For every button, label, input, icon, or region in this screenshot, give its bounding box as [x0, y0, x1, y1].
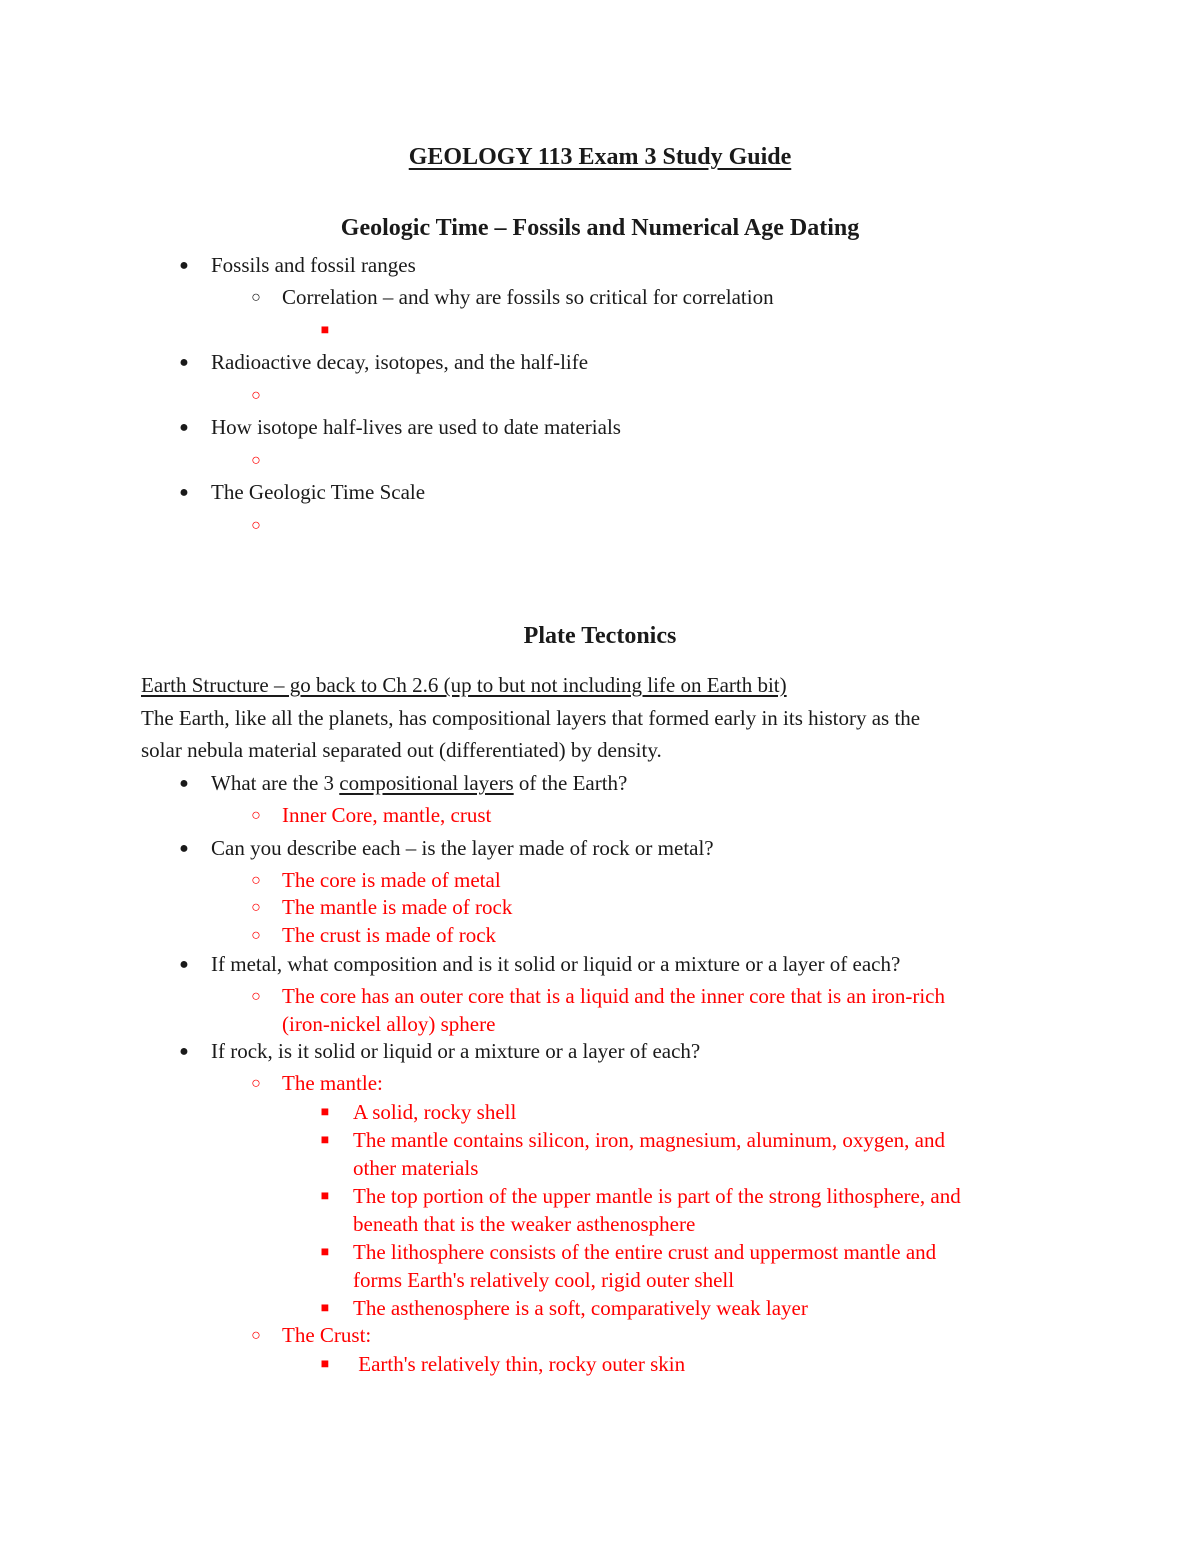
bullet-square-icon: ■ [320, 323, 330, 338]
list-item: Fossils and fossil ranges [211, 253, 416, 277]
bullet-ring-icon: ○ [251, 1075, 261, 1092]
answer-text: The core is made of metal [282, 868, 501, 892]
intro-text: solar nebula material separated out (differentiated) by density. [141, 738, 662, 762]
bullet-square-icon: ■ [320, 1133, 330, 1148]
bullet-dot-icon: ● [179, 257, 189, 274]
answer-text: The mantle contains silicon, iron, magnesium, aluminum, oxygen, and [353, 1128, 945, 1152]
bullet-square-icon: ■ [320, 1105, 330, 1120]
list-item: Can you describe each – is the layer made of rock or metal? [211, 836, 714, 860]
bullet-ring-icon: ○ [251, 517, 261, 534]
compositional-layers-term: compositional layers [339, 771, 514, 795]
bullet-dot-icon: ● [179, 419, 189, 436]
section-heading-plate-tectonics: Plate Tectonics [523, 623, 677, 649]
bullet-square-icon: ■ [320, 1301, 330, 1316]
bullet-dot-icon: ● [179, 354, 189, 371]
answer-text: The lithosphere consists of the entire crust and uppermost mantle and [353, 1240, 937, 1264]
bullet-dot-icon: ● [179, 484, 189, 501]
bullet-ring-icon: ○ [251, 1327, 261, 1344]
list-item: If rock, is it solid or liquid or a mixture or a layer of each? [211, 1039, 701, 1063]
section-heading-geologic-time: Geologic Time – Fossils and Numerical Age Dating [340, 215, 860, 241]
answer-text: Earth's relatively thin, rocky outer skin [353, 1352, 686, 1376]
answer-text: A solid, rocky shell [353, 1100, 517, 1124]
bullet-dot-icon: ● [179, 775, 189, 792]
list-item: The Geologic Time Scale [211, 480, 426, 504]
list-item: Radioactive decay, isotopes, and the half-life [211, 350, 589, 374]
bullet-dot-icon: ● [179, 956, 189, 973]
document-title: GEOLOGY 113 Exam 3 Study Guide [408, 144, 792, 170]
answer-text: The top portion of the upper mantle is part of the strong lithosphere, and [353, 1184, 961, 1208]
bullet-dot-icon: ● [179, 840, 189, 857]
question-compositional-layers: What are the 3 compositional layers of the Earth? [211, 771, 628, 795]
answer-text: forms Earth's relatively cool, rigid outer shell [353, 1268, 735, 1292]
bullet-square-icon: ■ [320, 1189, 330, 1204]
bullet-ring-icon: ○ [251, 452, 261, 469]
answer-text: (iron-nickel alloy) sphere [282, 1012, 496, 1036]
answer-text: Inner Core, mantle, crust [282, 803, 492, 827]
answer-text: The crust is made of rock [282, 923, 497, 947]
bullet-ring-icon: ○ [251, 872, 261, 889]
intro-text: The Earth, like all the planets, has compositional layers that formed early in its history as the [141, 706, 921, 730]
answer-text: The core has an outer core that is a liquid and the inner core that is an iron-rich [282, 984, 945, 1008]
answer-text: The Crust: [282, 1323, 372, 1347]
bullet-square-icon: ■ [320, 1245, 330, 1260]
bullet-ring-icon: ○ [251, 927, 261, 944]
answer-text: The mantle: [282, 1071, 383, 1095]
list-item: Correlation – and why are fossils so critical for correlation [282, 285, 774, 309]
list-item: If metal, what composition and is it solid or liquid or a mixture or a layer of each? [211, 952, 901, 976]
subheading-earth-structure: Earth Structure – go back to Ch 2.6 (up to but not including life on Earth bit) [141, 673, 787, 697]
bullet-ring-icon: ○ [251, 289, 261, 306]
bullet-ring-icon: ○ [251, 988, 261, 1005]
answer-text: The mantle is made of rock [282, 895, 513, 919]
bullet-square-icon: ■ [320, 1357, 330, 1372]
answer-text: The asthenosphere is a soft, comparatively weak layer [353, 1296, 808, 1320]
bullet-ring-icon: ○ [251, 387, 261, 404]
list-item: How isotope half-lives are used to date materials [211, 415, 621, 439]
bullet-dot-icon: ● [179, 1043, 189, 1060]
answer-text: other materials [353, 1156, 479, 1180]
answer-text: beneath that is the weaker asthenosphere [353, 1212, 696, 1236]
bullet-ring-icon: ○ [251, 807, 261, 824]
bullet-ring-icon: ○ [251, 899, 261, 916]
